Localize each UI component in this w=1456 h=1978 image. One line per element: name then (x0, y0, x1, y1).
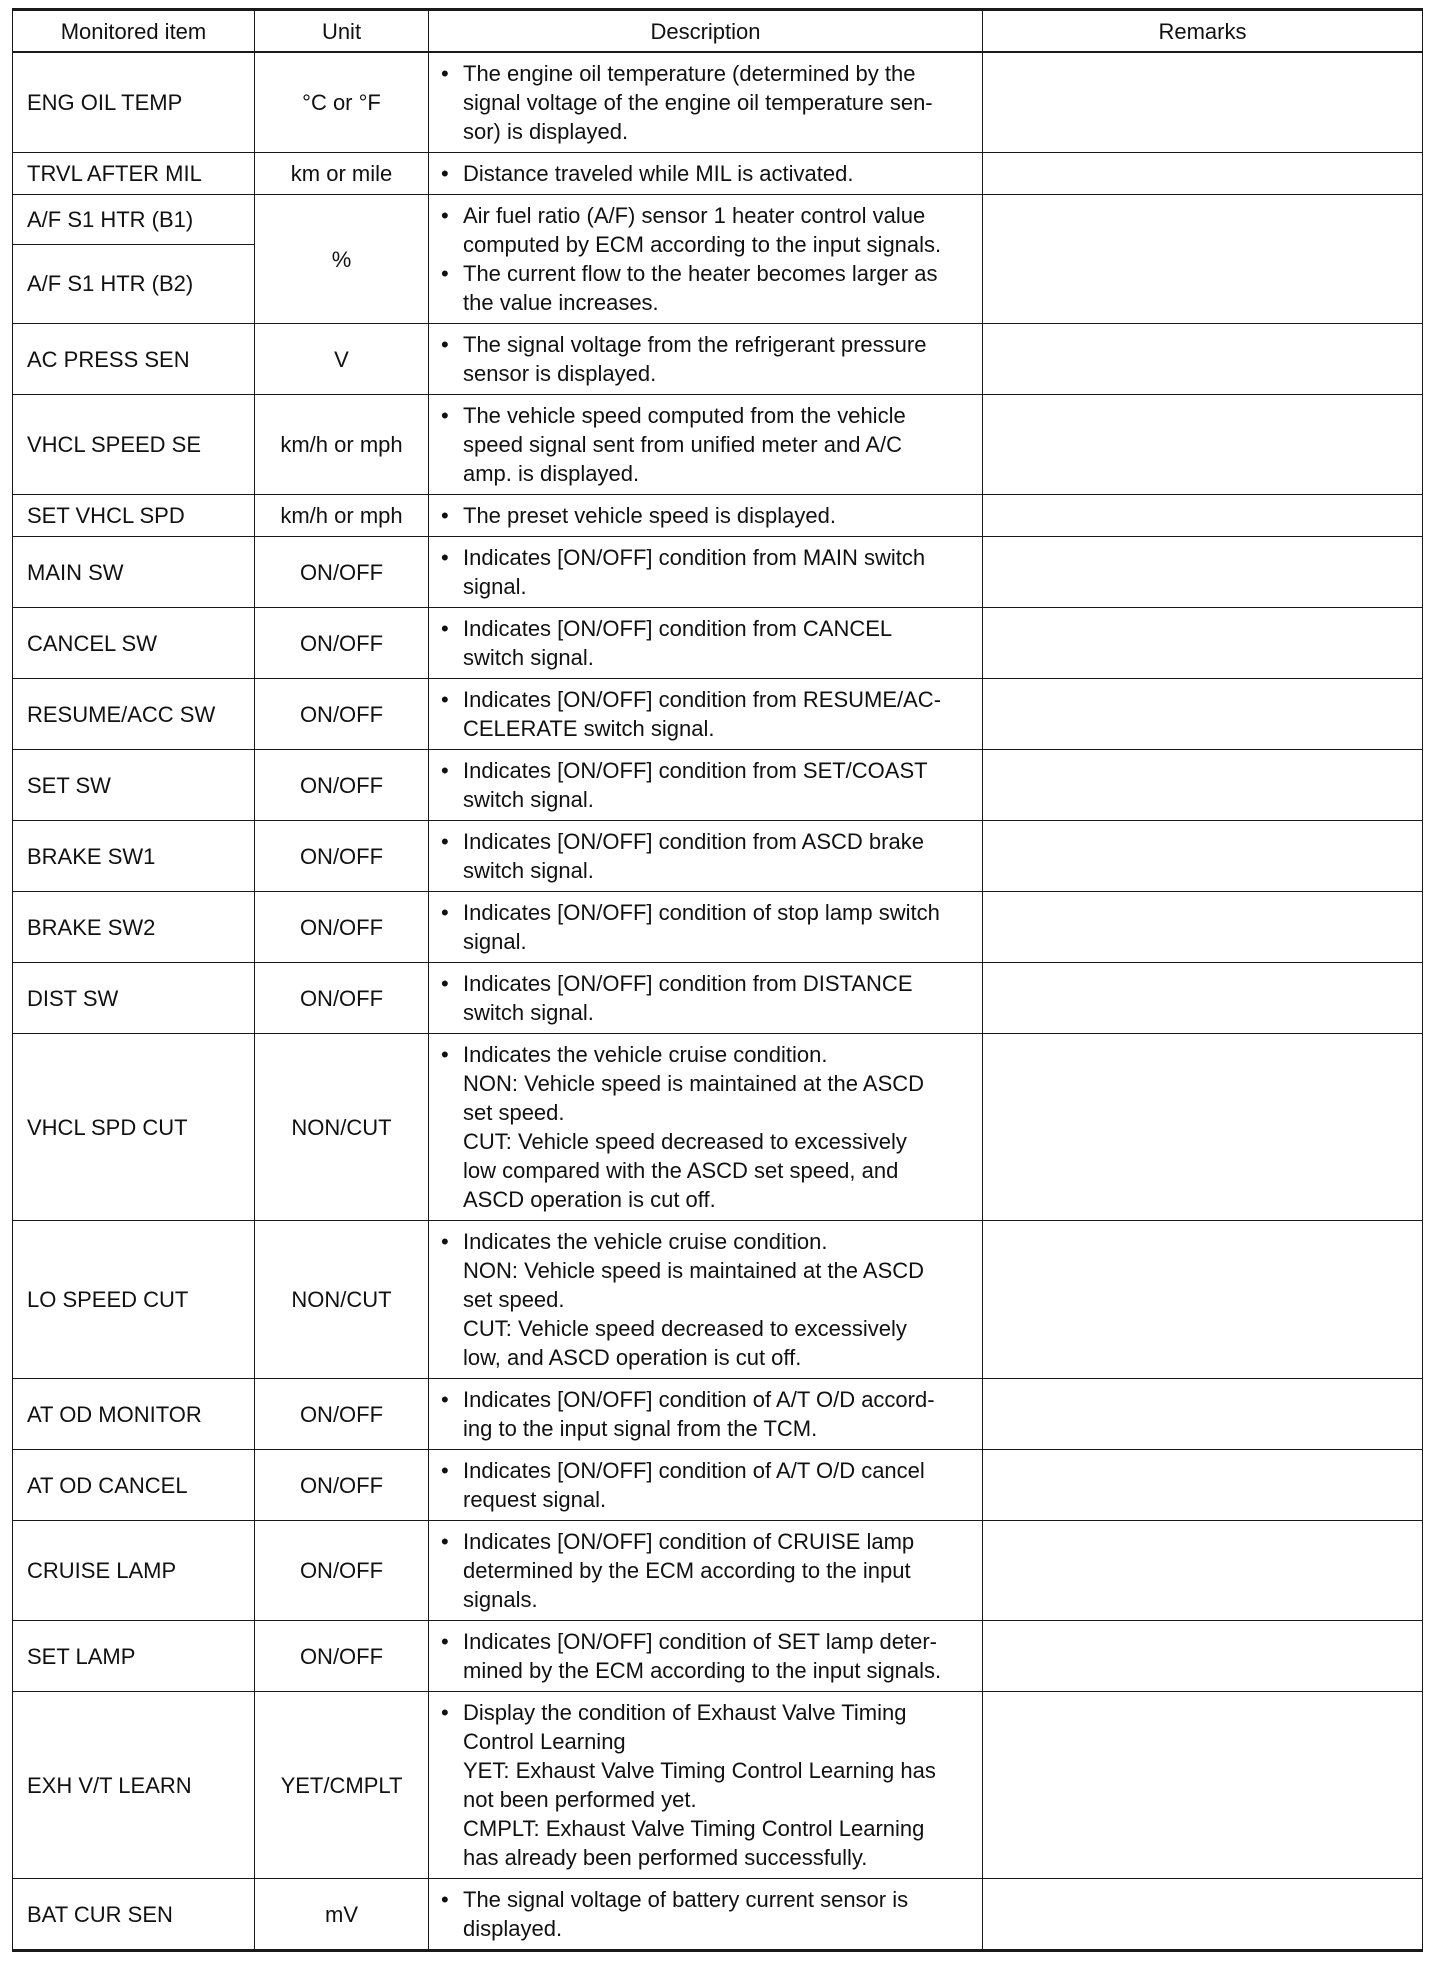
description-line: displayed. (463, 1916, 563, 1941)
description-bullet (441, 543, 974, 601)
bullet-text (463, 685, 974, 743)
bullet-text (463, 756, 974, 814)
unit-cell: ON/OFF (255, 608, 429, 679)
description-line: NON: Vehicle speed is maintained at the ASCD (463, 1258, 925, 1283)
description-bullet (441, 259, 974, 317)
bullet-text (463, 201, 974, 259)
description-line: CUT: Vehicle speed decreased to excessively (463, 1129, 907, 1154)
table-row (13, 537, 1423, 608)
description-bullet (441, 159, 974, 188)
description-cell (429, 1379, 983, 1450)
description-line: signal. (463, 574, 527, 599)
description-cell (429, 1521, 983, 1621)
unit-cell: ON/OFF (255, 1379, 429, 1450)
description-cell (429, 395, 983, 495)
monitored-item-cell: ENG OIL TEMP (13, 52, 255, 153)
bullet-text (463, 1885, 974, 1943)
unit-cell: V (255, 324, 429, 395)
description-line: Indicates [ON/OFF] condition of A/T O/D accord- (463, 1387, 935, 1412)
description-line: NON: Vehicle speed is maintained at the ASCD (463, 1071, 925, 1096)
description-line: The signal voltage of battery current sensor is (463, 1887, 909, 1912)
unit-cell: ON/OFF (255, 821, 429, 892)
unit-cell: ON/OFF (255, 679, 429, 750)
bullet-marker: • (441, 203, 449, 228)
bullet-text (463, 401, 974, 488)
remarks-cell (983, 1221, 1423, 1379)
remarks-cell (983, 1621, 1423, 1692)
remarks-cell (983, 395, 1423, 495)
unit-cell: % (255, 195, 429, 324)
description-line: Indicates [ON/OFF] condition of stop lamp switch (463, 900, 940, 925)
remarks-cell (983, 608, 1423, 679)
description-line: not been performed yet. (463, 1787, 697, 1812)
bullet-text (463, 1385, 974, 1443)
monitored-item-cell: CRUISE LAMP (13, 1521, 255, 1621)
monitored-items-table (12, 8, 1423, 1952)
description-bullet (441, 330, 974, 388)
remarks-cell (983, 1450, 1423, 1521)
description-line: Indicates [ON/OFF] condition from ASCD brake (463, 829, 924, 854)
description-line: switch signal. (463, 787, 594, 812)
monitored-item-cell: AT OD CANCEL (13, 1450, 255, 1521)
unit-cell: ON/OFF (255, 750, 429, 821)
bullet-text (463, 330, 974, 388)
table-row (13, 1692, 1423, 1879)
header-unit: Unit (255, 10, 429, 53)
monitored-item-cell: BRAKE SW1 (13, 821, 255, 892)
bullet-marker: • (441, 1458, 449, 1483)
description-bullet (441, 1885, 974, 1943)
remarks-cell (983, 1692, 1423, 1879)
description-cell (429, 537, 983, 608)
description-line: YET: Exhaust Valve Timing Control Learning has (463, 1758, 936, 1783)
description-line: Indicates the vehicle cruise condition. (463, 1042, 828, 1067)
unit-cell: km/h or mph (255, 495, 429, 537)
bullet-marker: • (441, 261, 449, 286)
remarks-cell (983, 153, 1423, 195)
table-row (13, 608, 1423, 679)
table-row (13, 324, 1423, 395)
description-line: Indicates [ON/OFF] condition from RESUME/AC- (463, 687, 942, 712)
description-cell (429, 679, 983, 750)
unit-cell: ON/OFF (255, 537, 429, 608)
description-line: the value increases. (463, 290, 659, 315)
bullet-text (463, 1698, 974, 1872)
description-bullet (441, 59, 974, 146)
header-description: Description (429, 10, 983, 53)
description-bullet (441, 827, 974, 885)
remarks-cell (983, 821, 1423, 892)
bullet-text (463, 1227, 974, 1372)
description-bullet (441, 614, 974, 672)
unit-cell: °C or °F (255, 52, 429, 153)
bullet-marker: • (441, 1529, 449, 1554)
bullet-text (463, 1627, 974, 1685)
description-line: set speed. (463, 1287, 565, 1312)
remarks-cell (983, 195, 1423, 324)
description-bullet (441, 1627, 974, 1685)
table-row (13, 52, 1423, 153)
description-line: Indicates [ON/OFF] condition from CANCEL (463, 616, 893, 641)
description-line: ing to the input signal from the TCM. (463, 1416, 818, 1441)
remarks-cell (983, 52, 1423, 153)
monitored-item-cell: CANCEL SW (13, 608, 255, 679)
description-cell (429, 1221, 983, 1379)
table-row (13, 821, 1423, 892)
bullet-text (463, 969, 974, 1027)
description-bullet (441, 1456, 974, 1514)
table-row (13, 195, 1423, 245)
monitored-item-cell: AC PRESS SEN (13, 324, 255, 395)
description-cell (429, 195, 983, 324)
description-line: CMPLT: Exhaust Valve Timing Control Learning (463, 1816, 925, 1841)
unit-cell: NON/CUT (255, 1034, 429, 1221)
description-line: Indicates [ON/OFF] condition of A/T O/D cancel (463, 1458, 925, 1483)
description-line: The engine oil temperature (determined by the (463, 61, 916, 86)
table-row (13, 750, 1423, 821)
bullet-marker: • (441, 971, 449, 996)
description-line: switch signal. (463, 645, 594, 670)
bullet-marker: • (441, 900, 449, 925)
description-line: Air fuel ratio (A/F) sensor 1 heater control value (463, 203, 926, 228)
bullet-marker: • (441, 1700, 449, 1725)
bullet-text (463, 59, 974, 146)
remarks-cell (983, 537, 1423, 608)
unit-cell: ON/OFF (255, 892, 429, 963)
remarks-cell (983, 679, 1423, 750)
monitored-item-cell: VHCL SPEED SE (13, 395, 255, 495)
table-row (13, 395, 1423, 495)
description-bullet (441, 1227, 974, 1372)
description-line: sor) is displayed. (463, 119, 629, 144)
description-cell (429, 153, 983, 195)
bullet-marker: • (441, 503, 449, 528)
table-body (13, 52, 1423, 1951)
description-line: Indicates [ON/OFF] condition of SET lamp deter- (463, 1629, 938, 1654)
description-line: signals. (463, 1587, 538, 1612)
description-line: request signal. (463, 1487, 607, 1512)
monitored-item-cell: A/F S1 HTR (B2) (13, 244, 255, 323)
description-cell (429, 324, 983, 395)
description-line: switch signal. (463, 858, 594, 883)
description-line: The preset vehicle speed is displayed. (463, 503, 836, 528)
bullet-text (463, 1456, 974, 1514)
monitored-item-cell: SET SW (13, 750, 255, 821)
description-bullet (441, 401, 974, 488)
description-line: Indicates the vehicle cruise condition. (463, 1229, 828, 1254)
table-row (13, 1879, 1423, 1951)
description-line: Indicates [ON/OFF] condition of CRUISE lamp (463, 1529, 915, 1554)
description-line: mined by the ECM according to the input signals. (463, 1658, 942, 1683)
monitored-item-cell: MAIN SW (13, 537, 255, 608)
table-row (13, 1034, 1423, 1221)
table-row (13, 1221, 1423, 1379)
remarks-cell (983, 892, 1423, 963)
description-line: Display the condition of Exhaust Valve Timing (463, 1700, 907, 1725)
description-line: Control Learning (463, 1729, 626, 1754)
description-bullet (441, 1040, 974, 1214)
unit-cell: ON/OFF (255, 1450, 429, 1521)
description-bullet (441, 685, 974, 743)
description-cell (429, 892, 983, 963)
description-line: signal. (463, 929, 527, 954)
table-row (13, 963, 1423, 1034)
unit-cell: NON/CUT (255, 1221, 429, 1379)
remarks-cell (983, 324, 1423, 395)
unit-cell: km/h or mph (255, 395, 429, 495)
description-cell (429, 821, 983, 892)
bullet-text (463, 501, 974, 530)
monitored-item-cell: BAT CUR SEN (13, 1879, 255, 1951)
table-row (13, 1621, 1423, 1692)
description-line: ASCD operation is cut off. (463, 1187, 716, 1212)
unit-cell: km or mile (255, 153, 429, 195)
table-row (13, 153, 1423, 195)
description-bullet (441, 201, 974, 259)
unit-cell: ON/OFF (255, 1621, 429, 1692)
remarks-cell (983, 750, 1423, 821)
description-line: has already been performed successfully. (463, 1845, 868, 1870)
monitored-item-cell: EXH V/T LEARN (13, 1692, 255, 1879)
description-line: amp. is displayed. (463, 461, 640, 486)
bullet-marker: • (441, 687, 449, 712)
description-cell (429, 1879, 983, 1951)
description-line: low compared with the ASCD set speed, and (463, 1158, 899, 1183)
bullet-text (463, 1527, 974, 1614)
description-bullet (441, 1698, 974, 1872)
monitored-item-cell: A/F S1 HTR (B1) (13, 195, 255, 245)
description-line: set speed. (463, 1100, 565, 1125)
monitored-item-cell: TRVL AFTER MIL (13, 153, 255, 195)
table-row (13, 1450, 1423, 1521)
description-cell (429, 52, 983, 153)
bullet-text (463, 1040, 974, 1214)
table-row (13, 1521, 1423, 1621)
bullet-marker: • (441, 758, 449, 783)
description-cell (429, 1034, 983, 1221)
description-line: low, and ASCD operation is cut off. (463, 1345, 802, 1370)
description-cell (429, 1692, 983, 1879)
description-line: CELERATE switch signal. (463, 716, 715, 741)
header-monitored-item: Monitored item (13, 10, 255, 53)
description-bullet (441, 969, 974, 1027)
description-bullet (441, 1385, 974, 1443)
bullet-marker: • (441, 829, 449, 854)
description-line: Indicates [ON/OFF] condition from MAIN switch (463, 545, 926, 570)
description-line: computed by ECM according to the input signals. (463, 232, 942, 257)
description-line: The signal voltage from the refrigerant pressure (463, 332, 927, 357)
description-line: The current flow to the heater becomes larger as (463, 261, 938, 286)
bullet-marker: • (441, 1387, 449, 1412)
bullet-marker: • (441, 1887, 449, 1912)
remarks-cell (983, 1879, 1423, 1951)
description-line: determined by the ECM according to the input (463, 1558, 911, 1583)
monitored-item-cell: RESUME/ACC SW (13, 679, 255, 750)
bullet-text (463, 543, 974, 601)
description-cell (429, 1621, 983, 1692)
description-line: The vehicle speed computed from the vehicle (463, 403, 906, 428)
table-row (13, 495, 1423, 537)
bullet-marker: • (441, 616, 449, 641)
remarks-cell (983, 1521, 1423, 1621)
description-cell (429, 1450, 983, 1521)
description-line: signal voltage of the engine oil temperature sen- (463, 90, 933, 115)
remarks-cell (983, 495, 1423, 537)
description-line: sensor is displayed. (463, 361, 657, 386)
bullet-marker: • (441, 545, 449, 570)
bullet-text (463, 827, 974, 885)
table-row (13, 679, 1423, 750)
bullet-text (463, 614, 974, 672)
bullet-marker: • (441, 1229, 449, 1254)
description-bullet (441, 898, 974, 956)
description-line: Distance traveled while MIL is activated. (463, 161, 854, 186)
monitored-item-cell: LO SPEED CUT (13, 1221, 255, 1379)
monitored-item-cell: VHCL SPD CUT (13, 1034, 255, 1221)
description-cell (429, 608, 983, 679)
table-row (13, 892, 1423, 963)
monitored-item-cell: DIST SW (13, 963, 255, 1034)
description-cell (429, 963, 983, 1034)
bullet-marker: • (441, 1629, 449, 1654)
bullet-marker: • (441, 1042, 449, 1067)
description-line: switch signal. (463, 1000, 594, 1025)
bullet-marker: • (441, 61, 449, 86)
remarks-cell (983, 1034, 1423, 1221)
description-bullet (441, 1527, 974, 1614)
bullet-marker: • (441, 403, 449, 428)
table-row (13, 1379, 1423, 1450)
description-line: Indicates [ON/OFF] condition from SET/COAST (463, 758, 928, 783)
unit-cell: YET/CMPLT (255, 1692, 429, 1879)
description-line: Indicates [ON/OFF] condition from DISTANCE (463, 971, 913, 996)
monitored-item-cell: BRAKE SW2 (13, 892, 255, 963)
description-bullet (441, 501, 974, 530)
unit-cell: ON/OFF (255, 963, 429, 1034)
table-header-row (13, 10, 1423, 53)
description-line: CUT: Vehicle speed decreased to excessively (463, 1316, 907, 1341)
description-line: speed signal sent from unified meter and A/C (463, 432, 903, 457)
remarks-cell (983, 1379, 1423, 1450)
remarks-cell (983, 963, 1423, 1034)
description-cell (429, 495, 983, 537)
monitored-item-cell: SET LAMP (13, 1621, 255, 1692)
bullet-marker: • (441, 161, 449, 186)
bullet-text (463, 159, 974, 188)
monitored-item-cell: SET VHCL SPD (13, 495, 255, 537)
bullet-text (463, 259, 974, 317)
unit-cell: ON/OFF (255, 1521, 429, 1621)
description-bullet (441, 756, 974, 814)
header-remarks: Remarks (983, 10, 1423, 53)
bullet-text (463, 898, 974, 956)
monitored-item-cell: AT OD MONITOR (13, 1379, 255, 1450)
unit-cell: mV (255, 1879, 429, 1951)
description-cell (429, 750, 983, 821)
bullet-marker: • (441, 332, 449, 357)
